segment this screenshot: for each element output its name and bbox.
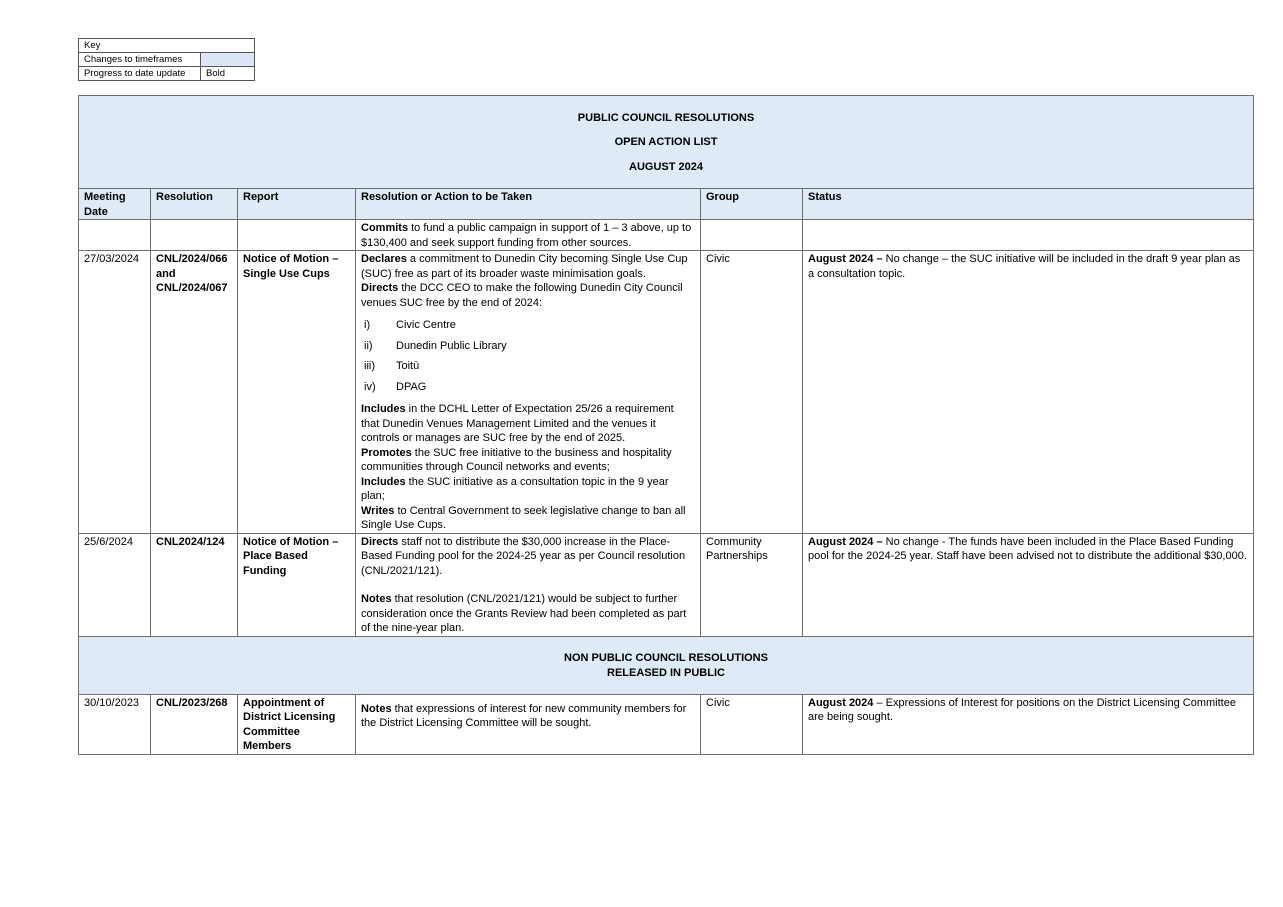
list-number: i) bbox=[364, 319, 371, 331]
table-row bbox=[79, 220, 1254, 251]
key-title: Key bbox=[79, 39, 255, 53]
cell-action bbox=[356, 251, 701, 534]
paragraph-spacer bbox=[361, 578, 695, 592]
action-paragraph bbox=[361, 592, 695, 636]
table-row bbox=[79, 251, 1254, 534]
action-paragraph bbox=[361, 252, 695, 281]
action-paragraph bbox=[361, 535, 695, 579]
cell-resolution bbox=[151, 251, 238, 534]
col-header-resolution: Resolution bbox=[151, 189, 238, 220]
resolution-id: CNL/2024/067 bbox=[156, 282, 228, 294]
action-paragraph bbox=[361, 402, 695, 446]
action-verb: Includes bbox=[361, 403, 406, 415]
action-text: to fund a public campaign in support of 1 – 3 above, up to $130,400 and seek support funding from other sources. bbox=[361, 222, 692, 249]
action-verb: Writes bbox=[361, 504, 395, 517]
action-text: the SUC free initiative to the business and hospitality communities through Council networks and events; bbox=[361, 446, 672, 473]
action-paragraph bbox=[361, 696, 695, 731]
action-text: that expressions of interest for new community members for the District Licensing Committee will be sought. bbox=[361, 702, 687, 729]
cell-status bbox=[803, 251, 1254, 534]
status-date: August 2024 – bbox=[808, 535, 883, 548]
action-text: to Central Government to seek legislative change to ban all Single Use Cups. bbox=[361, 504, 686, 531]
list-text: DPAG bbox=[396, 380, 427, 393]
cell-report bbox=[238, 220, 356, 251]
col-header-action: Resolution or Action to be Taken bbox=[356, 189, 701, 220]
list-item bbox=[361, 359, 695, 374]
banner-title: PUBLIC COUNCIL RESOLUTIONS bbox=[577, 111, 755, 124]
action-verb: Declares bbox=[361, 253, 407, 265]
status-date: August 2024 bbox=[808, 696, 874, 709]
cell-group: Civic bbox=[701, 694, 803, 754]
list-item bbox=[361, 339, 695, 354]
list-number: iii) bbox=[364, 360, 375, 372]
public-resolutions-banner bbox=[79, 96, 1254, 189]
cell-report: Notice of Motion – Place Based Funding bbox=[238, 533, 356, 636]
action-verb: Includes bbox=[361, 475, 406, 488]
action-text: a commitment to Dunedin City becoming Single Use Cup (SUC) free as part of its broader waste minimisation goals. bbox=[361, 253, 688, 280]
cell-report: Notice of Motion – Single Use Cups bbox=[238, 251, 356, 534]
list-text: Toitū bbox=[396, 360, 420, 372]
action-verb: Notes bbox=[361, 702, 392, 715]
action-paragraph bbox=[361, 281, 695, 310]
action-paragraph bbox=[361, 446, 695, 475]
list-text: Civic Centre bbox=[396, 319, 456, 331]
list-item bbox=[361, 318, 695, 333]
cell-resolution: CNL2024/124 bbox=[151, 533, 238, 636]
action-verb: Promotes bbox=[361, 446, 412, 459]
key-label-progress: Progress to date update bbox=[79, 67, 201, 81]
table-row bbox=[79, 694, 1254, 754]
action-text: the SUC initiative as a consultation topic in the 9 year plan; bbox=[361, 475, 669, 502]
status-date: August 2024 – bbox=[808, 253, 883, 265]
cell-report: Appointment of District Licensing Committee Members bbox=[238, 694, 356, 754]
list-item bbox=[361, 380, 695, 395]
col-header-group: Group bbox=[701, 189, 803, 220]
action-verb: Notes bbox=[361, 593, 392, 605]
status-text: No change - The funds have been included in the Place Based Funding pool for the 2024-25 year. Staff have been advised not to distribute the additional $30,000. bbox=[808, 535, 1247, 562]
key-swatch-timeframes bbox=[201, 53, 255, 67]
cell-status bbox=[803, 533, 1254, 636]
col-header-report: Report bbox=[238, 189, 356, 220]
cell-action bbox=[356, 533, 701, 636]
banner-subtitle: OPEN ACTION LIST bbox=[614, 136, 718, 149]
action-verb: Directs bbox=[361, 535, 399, 548]
venue-list bbox=[361, 318, 695, 394]
cell-date bbox=[79, 220, 151, 251]
banner-subtitle: RELEASED IN PUBLIC bbox=[607, 666, 725, 679]
banner-title: NON PUBLIC COUNCIL RESOLUTIONS bbox=[564, 652, 768, 664]
list-number: iv) bbox=[364, 380, 376, 393]
cell-date: 27/03/2024 bbox=[79, 251, 151, 534]
cell-action bbox=[356, 220, 701, 251]
action-paragraph bbox=[361, 504, 695, 533]
table-row bbox=[79, 533, 1254, 636]
non-public-resolutions-banner bbox=[79, 636, 1254, 694]
resolution-conjunction: and bbox=[156, 267, 176, 280]
header-row bbox=[79, 189, 1254, 220]
action-paragraph bbox=[361, 475, 695, 504]
cell-status bbox=[803, 220, 1254, 251]
status-text: – Expressions of Interest for positions on the District Licensing Committee are being sought. bbox=[808, 696, 1236, 723]
list-text: Dunedin Public Library bbox=[396, 339, 507, 352]
key-value-progress: Bold bbox=[201, 67, 255, 81]
col-header-status: Status bbox=[803, 189, 1254, 220]
action-text: the DCC CEO to make the following Dunedin City Council venues SUC free by the end of 2024: bbox=[361, 282, 683, 309]
cell-resolution bbox=[151, 220, 238, 251]
action-list-table bbox=[78, 95, 1254, 755]
cell-action bbox=[356, 694, 701, 754]
action-text: in the DCHL Letter of Expectation 25/26 a requirement that Dunedin Venues Management Limited and the venues it controls or manages are SUC free by the end of 2025. bbox=[361, 403, 674, 444]
cell-group bbox=[701, 220, 803, 251]
resolution-id: CNL/2024/066 bbox=[156, 253, 228, 265]
key-label-timeframes: Changes to timeframes bbox=[79, 53, 201, 67]
action-verb: Directs bbox=[361, 282, 399, 294]
cell-group: Community Partnerships bbox=[701, 533, 803, 636]
cell-date: 30/10/2023 bbox=[79, 694, 151, 754]
action-text: that resolution (CNL/2021/121) would be subject to further consideration once the Grants Review had been completed as part of the nine-year plan. bbox=[361, 593, 687, 634]
list-number: ii) bbox=[364, 339, 373, 352]
action-text: staff not to distribute the $30,000 increase in the Place-Based Funding pool for the 2024-25 year as per Council resolution (CNL/2021/121). bbox=[361, 535, 686, 577]
banner-period: AUGUST 2024 bbox=[629, 160, 703, 173]
col-header-meeting-date: Meeting Date bbox=[79, 189, 151, 220]
cell-status bbox=[803, 694, 1254, 754]
status-text: No change – the SUC initiative will be included in the draft 9 year plan as a consultation topic. bbox=[808, 253, 1241, 280]
action-verb: Commits bbox=[361, 222, 409, 234]
cell-date: 25/6/2024 bbox=[79, 533, 151, 636]
cell-group: Civic bbox=[701, 251, 803, 534]
key-table bbox=[78, 38, 255, 81]
cell-resolution: CNL/2023/268 bbox=[151, 694, 238, 754]
